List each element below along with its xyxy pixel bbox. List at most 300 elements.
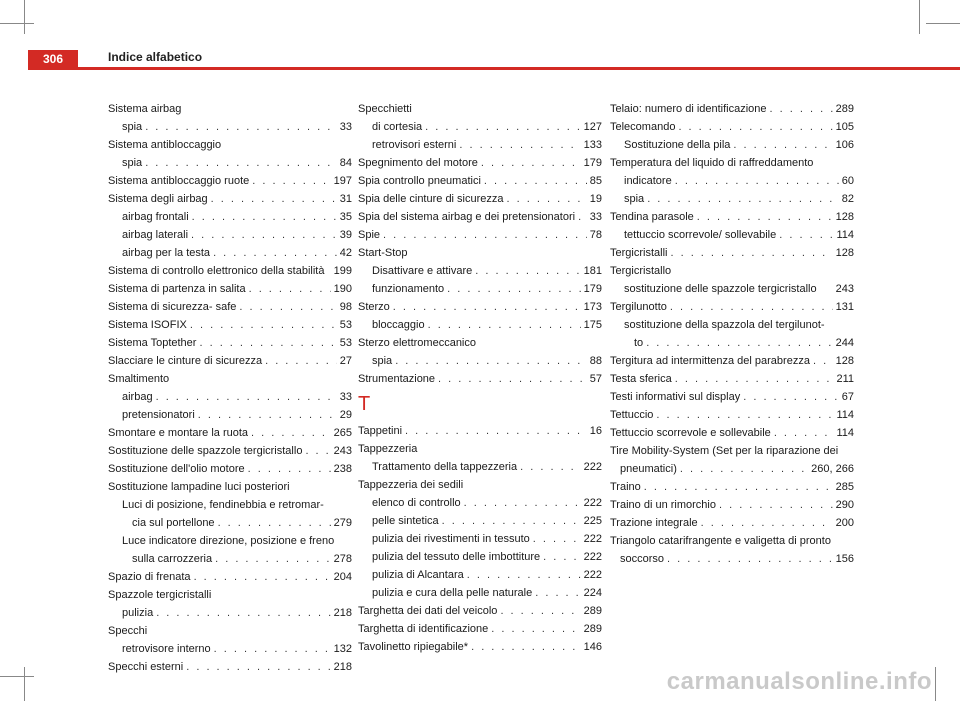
page-reference[interactable]: 133 xyxy=(583,139,602,151)
index-entry-label: Sostituzione delle spazzole tergicristallo xyxy=(108,445,303,457)
index-heading: Smaltimento xyxy=(108,373,170,385)
page-reference[interactable]: 127 xyxy=(583,121,602,133)
dot-leader xyxy=(251,424,331,442)
index-heading: Sistema airbag xyxy=(108,103,182,115)
page-title: Indice alfabetico xyxy=(108,50,203,64)
index-column-3 xyxy=(610,100,854,568)
index-entry-label: Sistema Toptether xyxy=(108,337,197,349)
index-entry[interactable] xyxy=(358,262,602,280)
page-reference[interactable]: 53 xyxy=(339,337,352,349)
index-heading: Start-Stop xyxy=(358,247,408,259)
index-heading: Temperatura del liquido di raffreddamento xyxy=(610,157,814,169)
index-entry[interactable] xyxy=(610,136,854,154)
page-reference[interactable]: 146 xyxy=(583,641,602,653)
dot-leader xyxy=(467,566,581,584)
index-entry[interactable] xyxy=(108,658,352,676)
crop-mark xyxy=(926,23,960,24)
dot-leader xyxy=(211,190,337,208)
dot-leader xyxy=(156,388,337,406)
index-entry-label: pneumatici) xyxy=(620,463,677,475)
index-heading: Tappezzeria dei sedili xyxy=(358,479,464,491)
dot-leader xyxy=(145,118,337,136)
index-entry[interactable] xyxy=(610,424,854,442)
index-entry[interactable] xyxy=(358,298,602,316)
index-entry[interactable] xyxy=(358,566,602,584)
index-entry[interactable] xyxy=(358,530,602,548)
index-entry-label: pulizia del tessuto delle imbottiture xyxy=(372,551,541,563)
index-entry-label: Targhetta di identificazione xyxy=(358,623,489,635)
index-entry[interactable] xyxy=(108,208,352,226)
index-entry-label: Tettuccio scorrevole e sollevabile xyxy=(610,427,771,439)
dot-leader xyxy=(239,298,336,316)
index-entry[interactable] xyxy=(358,226,602,244)
page-reference[interactable]: 78 xyxy=(589,229,602,241)
page-reference[interactable]: 222 xyxy=(583,551,602,563)
dot-leader xyxy=(156,604,330,622)
index-entry[interactable] xyxy=(358,458,602,476)
page-reference[interactable]: 173 xyxy=(583,301,602,313)
dot-leader xyxy=(199,334,336,352)
page-reference[interactable]: 67 xyxy=(841,391,854,403)
index-entry[interactable] xyxy=(108,406,352,424)
index-entry-label: Spazio di frenata xyxy=(108,571,191,583)
index-entry-label: Sistema antibloccaggio ruote xyxy=(108,175,250,187)
dot-leader xyxy=(647,190,839,208)
dot-leader xyxy=(701,514,833,532)
page-reference[interactable]: 289 xyxy=(583,605,602,617)
index-entry-label: airbag frontali xyxy=(122,211,189,223)
index-heading: Luce indicatore direzione, posizione e freno xyxy=(122,535,335,547)
dot-leader xyxy=(733,136,832,154)
dot-leader xyxy=(667,550,833,568)
dot-leader xyxy=(428,316,581,334)
index-entry[interactable] xyxy=(610,478,854,496)
index-entry-label: Tergitura ad intermittenza del parabrezza xyxy=(610,355,810,367)
index-column-1 xyxy=(108,100,352,676)
index-entry[interactable] xyxy=(108,514,352,532)
index-entry[interactable] xyxy=(358,280,602,298)
index-entry[interactable] xyxy=(610,280,854,298)
index-entry-label: Tettuccio xyxy=(610,409,654,421)
page-reference[interactable]: 260, 266 xyxy=(811,463,854,475)
dot-leader xyxy=(675,370,834,388)
index-heading: Sistema antibloccaggio xyxy=(108,139,222,151)
dot-leader xyxy=(425,118,581,136)
index-entry[interactable] xyxy=(108,424,352,442)
index-entry-label: Sistema di controllo elettronico della stabilità xyxy=(108,265,325,277)
page-reference[interactable]: 190 xyxy=(333,283,352,295)
dot-leader xyxy=(213,244,337,262)
index-heading: sostituzione della spazzola del tergilunot- xyxy=(624,319,825,331)
index-entry-label: pretensionatori xyxy=(122,409,195,421)
dot-leader xyxy=(447,280,580,298)
index-entry-label: airbag per la testa xyxy=(122,247,211,259)
index-entry-label: pulizia xyxy=(122,607,154,619)
index-entry-label: Targhetta dei dati del veicolo xyxy=(358,605,498,617)
page-reference[interactable]: 33 xyxy=(589,211,602,223)
dot-leader xyxy=(779,226,833,244)
dot-leader xyxy=(484,172,587,190)
crop-mark xyxy=(0,23,34,24)
dot-leader xyxy=(770,100,833,118)
index-heading: Specchietti xyxy=(358,103,412,115)
index-heading: Luci di posizione, fendinebbia e retromar- xyxy=(122,499,324,511)
page-reference[interactable]: 39 xyxy=(339,229,352,241)
index-entry[interactable] xyxy=(610,334,854,352)
index-entry-label: funzionamento xyxy=(372,283,445,295)
index-entry-label: Sistema di partenza in salita xyxy=(108,283,246,295)
dot-leader xyxy=(395,352,587,370)
dot-leader xyxy=(520,458,581,476)
index-entry-label: pelle sintetica xyxy=(372,515,439,527)
page-reference[interactable]: 27 xyxy=(339,355,352,367)
index-entry-label: spia xyxy=(122,121,143,133)
dot-leader xyxy=(194,568,331,586)
index-entry[interactable] xyxy=(108,280,352,298)
index-entry-label: Spia controllo pneumatici xyxy=(358,175,481,187)
index-entry[interactable] xyxy=(358,208,602,226)
page-reference[interactable]: 243 xyxy=(835,283,854,295)
index-entry[interactable] xyxy=(108,640,352,658)
index-entry-label: sostituzione delle spazzole tergicristallo xyxy=(624,283,817,295)
dot-leader xyxy=(774,424,834,442)
index-entry[interactable] xyxy=(358,620,602,638)
index-entry[interactable] xyxy=(358,352,602,370)
page-reference[interactable]: 199 xyxy=(333,265,352,277)
index-entry-label: Spie xyxy=(358,229,381,241)
index-heading: Sostituzione lampadine luci posteriori xyxy=(108,481,290,493)
index-heading: Tire Mobility-System (Set per la riparazione dei xyxy=(610,445,839,457)
page-reference[interactable]: 85 xyxy=(589,175,602,187)
page-reference[interactable]: 33 xyxy=(339,391,352,403)
index-entry-label: Trattamento della tappezzeria xyxy=(372,461,518,473)
index-entry[interactable] xyxy=(610,388,854,406)
index-entry[interactable] xyxy=(610,244,854,262)
dot-leader xyxy=(675,172,839,190)
dot-leader xyxy=(198,406,337,424)
page-reference[interactable]: 175 xyxy=(583,319,602,331)
index-entry-label: Spia delle cinture di sicurezza xyxy=(358,193,504,205)
index-entry[interactable] xyxy=(358,494,602,512)
page-reference[interactable]: 200 xyxy=(835,517,854,529)
index-entry-label: Telaio: numero di identificazione xyxy=(610,103,767,115)
dot-leader xyxy=(719,496,833,514)
page-reference[interactable]: 31 xyxy=(339,193,352,205)
index-entry-label: Telecomando xyxy=(610,121,676,133)
index-entry[interactable] xyxy=(358,172,602,190)
dot-leader xyxy=(507,190,587,208)
index-entry[interactable] xyxy=(358,154,602,172)
index-entry-label: retrovisori esterni xyxy=(372,139,457,151)
page-reference[interactable]: 218 xyxy=(333,607,352,619)
dot-leader xyxy=(680,460,808,478)
index-entry[interactable] xyxy=(108,118,352,136)
dot-leader xyxy=(438,370,587,388)
index-entry[interactable] xyxy=(610,496,854,514)
page-reference[interactable]: 105 xyxy=(835,121,854,133)
dot-leader xyxy=(646,334,832,352)
index-entry-label: bloccaggio xyxy=(372,319,425,331)
index-entry-label: to xyxy=(634,337,644,349)
dot-leader xyxy=(644,478,833,496)
dot-leader xyxy=(442,512,581,530)
dot-leader xyxy=(670,244,832,262)
page-reference[interactable]: 35 xyxy=(339,211,352,223)
index-entry-label: airbag laterali xyxy=(122,229,189,241)
page-reference[interactable]: 60 xyxy=(841,175,854,187)
index-entry[interactable] xyxy=(108,604,352,622)
index-entry[interactable] xyxy=(108,352,352,370)
index-entry[interactable] xyxy=(108,190,352,208)
page-reference[interactable]: 114 xyxy=(836,427,854,439)
index-entry-label: spia xyxy=(624,193,645,205)
index-entry-label: Traino di un rimorchio xyxy=(610,499,716,511)
page-reference[interactable]: 128 xyxy=(835,355,854,367)
index-heading: Specchi xyxy=(108,625,148,637)
dot-leader xyxy=(813,352,833,370)
dot-leader xyxy=(500,602,580,620)
index-entry-label: Sistema degli airbag xyxy=(108,193,208,205)
index-entry-label: spia xyxy=(372,355,393,367)
page-reference[interactable]: 82 xyxy=(841,193,854,205)
page-reference[interactable]: 265 xyxy=(333,427,352,439)
page-reference[interactable]: 290 xyxy=(835,499,854,511)
index-entry[interactable] xyxy=(108,298,352,316)
crop-mark xyxy=(24,667,25,701)
watermark: carmanualsonline.info xyxy=(666,668,932,695)
index-entry[interactable] xyxy=(610,190,854,208)
page-reference[interactable]: 243 xyxy=(333,445,352,457)
index-entry-label: Tappetini xyxy=(358,425,403,437)
page-reference[interactable]: 106 xyxy=(835,139,854,151)
index-heading: Spazzole tergicristalli xyxy=(108,589,212,601)
dot-leader xyxy=(218,514,331,532)
index-heading: Sterzo elettromeccanico xyxy=(358,337,476,349)
index-entry[interactable] xyxy=(610,298,854,316)
index-entry-label: retrovisore interno xyxy=(122,643,211,655)
page-reference[interactable]: 156 xyxy=(835,553,854,565)
index-entry[interactable] xyxy=(108,154,352,172)
index-entry[interactable] xyxy=(108,388,352,406)
index-heading: Tergicristallo xyxy=(610,265,672,277)
page-reference[interactable]: 29 xyxy=(339,409,352,421)
dot-leader xyxy=(265,352,337,370)
index-entry[interactable] xyxy=(108,226,352,244)
page-reference[interactable]: 128 xyxy=(835,247,854,259)
index-entry-label: Testa sferica xyxy=(610,373,672,385)
index-entry-label: Disattivare e attivare xyxy=(372,265,473,277)
dot-leader xyxy=(305,442,330,460)
page-reference[interactable]: 33 xyxy=(339,121,352,133)
index-entry-label: Trazione integrale xyxy=(610,517,698,529)
dot-leader xyxy=(186,658,330,676)
index-entry-label: Slacciare le cinture di sicurezza xyxy=(108,355,263,367)
index-entry[interactable] xyxy=(610,100,854,118)
index-entry[interactable] xyxy=(610,550,854,568)
index-entry[interactable] xyxy=(358,512,602,530)
index-entry[interactable] xyxy=(358,370,602,388)
page-reference[interactable]: 16 xyxy=(589,425,602,437)
page-reference[interactable]: 218 xyxy=(333,661,352,673)
index-entry[interactable] xyxy=(108,460,352,478)
dot-leader xyxy=(191,226,337,244)
index-entry[interactable] xyxy=(108,568,352,586)
index-entry[interactable] xyxy=(610,370,854,388)
index-entry-label: Traino xyxy=(610,481,641,493)
index-entry[interactable] xyxy=(610,172,854,190)
index-entry[interactable] xyxy=(358,118,602,136)
page-reference[interactable]: 197 xyxy=(333,175,352,187)
index-entry-label: Tergicristalli xyxy=(610,247,668,259)
dot-leader xyxy=(535,584,580,602)
page-reference[interactable]: 289 xyxy=(583,623,602,635)
index-entry-label: elenco di controllo xyxy=(372,497,461,509)
dot-leader xyxy=(491,620,580,638)
page-reference[interactable]: 222 xyxy=(583,533,602,545)
page-reference[interactable]: 128 xyxy=(835,211,854,223)
page-reference[interactable]: 279 xyxy=(333,517,352,529)
index-entry[interactable] xyxy=(358,638,602,656)
page-reference[interactable]: 131 xyxy=(835,301,854,313)
index-entry-label: Smontare e montare la ruota xyxy=(108,427,249,439)
page-reference[interactable]: 285 xyxy=(835,481,854,493)
index-heading: Triangolo catarifrangente e valigetta di pronto xyxy=(610,535,831,547)
dot-leader xyxy=(670,298,833,316)
dot-leader xyxy=(215,550,331,568)
page-reference[interactable]: 179 xyxy=(583,283,602,295)
page-reference[interactable]: 19 xyxy=(589,193,602,205)
index-entry-label: Sistema di sicurezza- safe xyxy=(108,301,237,313)
index-entry[interactable] xyxy=(610,460,854,478)
page-reference[interactable]: 84 xyxy=(339,157,352,169)
dot-leader xyxy=(471,638,581,656)
page-reference[interactable]: 114 xyxy=(836,409,854,421)
crop-mark xyxy=(935,667,936,701)
index-entry[interactable] xyxy=(610,514,854,532)
index-entry[interactable] xyxy=(108,550,352,568)
index-entry[interactable] xyxy=(610,118,854,136)
page-reference[interactable]: 57 xyxy=(589,373,602,385)
index-entry[interactable] xyxy=(358,190,602,208)
dot-leader xyxy=(475,262,580,280)
index-entry-label: Testi informativi sul display xyxy=(610,391,741,403)
index-heading: Tappezzeria xyxy=(358,443,418,455)
page-reference[interactable]: 222 xyxy=(583,461,602,473)
index-entry-label: spia xyxy=(122,157,143,169)
crop-mark xyxy=(919,0,920,34)
page-reference[interactable]: 244 xyxy=(835,337,854,349)
dot-leader xyxy=(678,118,832,136)
index-entry-label: Specchi esterni xyxy=(108,661,184,673)
index-entry[interactable] xyxy=(358,584,602,602)
page-reference[interactable]: 53 xyxy=(339,319,352,331)
page-reference[interactable]: 278 xyxy=(333,553,352,565)
page-reference[interactable]: 238 xyxy=(333,463,352,475)
index-entry[interactable] xyxy=(358,316,602,334)
index-entry[interactable] xyxy=(358,548,602,566)
index-entry[interactable] xyxy=(108,172,352,190)
index-entry-label: airbag xyxy=(122,391,153,403)
index-entry[interactable] xyxy=(108,262,352,280)
page-reference[interactable]: 98 xyxy=(339,301,352,313)
index-entry-label: Tergilunotto xyxy=(610,301,667,313)
page-reference[interactable]: 224 xyxy=(583,587,602,599)
index-entry-label: Sistema ISOFIX xyxy=(108,319,187,331)
page-reference[interactable]: 88 xyxy=(589,355,602,367)
dot-leader xyxy=(383,226,587,244)
index-entry[interactable] xyxy=(108,316,352,334)
header-rule xyxy=(28,67,960,70)
page-number: 306 xyxy=(28,50,78,68)
index-entry-label: Spia del sistema airbag e dei pretensionatori xyxy=(358,211,576,223)
index-entry[interactable] xyxy=(358,602,602,620)
index-entry[interactable] xyxy=(108,244,352,262)
page-reference[interactable]: 222 xyxy=(583,569,602,581)
page-reference[interactable]: 289 xyxy=(835,103,854,115)
index-entry-label: tettuccio scorrevole/ sollevabile xyxy=(624,229,777,241)
index-entry-label: Strumentazione xyxy=(358,373,436,385)
dot-leader xyxy=(249,280,331,298)
index-entry[interactable] xyxy=(610,406,854,424)
dot-leader xyxy=(697,208,833,226)
page-reference[interactable]: 211 xyxy=(836,373,854,385)
index-entry-label: sulla carrozzeria xyxy=(132,553,213,565)
index-column-2 xyxy=(358,100,602,656)
page-reference[interactable]: 225 xyxy=(583,515,602,527)
index-entry[interactable] xyxy=(108,442,352,460)
dot-leader xyxy=(192,208,337,226)
index-entry[interactable] xyxy=(610,208,854,226)
dot-leader xyxy=(405,422,587,440)
dot-leader xyxy=(248,460,331,478)
index-entry-label: cia sul portellone xyxy=(132,517,215,529)
page-reference[interactable]: 132 xyxy=(333,643,352,655)
dot-leader xyxy=(214,640,331,658)
index-entry[interactable] xyxy=(610,352,854,370)
index-entry-label: indicatore xyxy=(624,175,672,187)
index-entry-label: pulizia dei rivestimenti in tessuto xyxy=(372,533,530,545)
index-entry-label: pulizia e cura della pelle naturale xyxy=(372,587,533,599)
crop-mark xyxy=(24,0,25,34)
dot-leader xyxy=(252,172,330,190)
index-entry-label: Tavolinetto ripiegabile* xyxy=(358,641,469,653)
page-reference[interactable]: 42 xyxy=(339,247,352,259)
index-entry-label: di cortesia xyxy=(372,121,423,133)
page-reference[interactable]: 204 xyxy=(333,571,352,583)
page-reference[interactable]: 179 xyxy=(583,157,602,169)
index-entry-label: soccorso xyxy=(620,553,665,565)
dot-leader xyxy=(543,548,580,566)
page-reference[interactable]: 114 xyxy=(836,229,854,241)
page-reference[interactable]: 222 xyxy=(583,497,602,509)
index-entry[interactable] xyxy=(108,334,352,352)
dot-leader xyxy=(190,316,337,334)
index-entry[interactable] xyxy=(610,226,854,244)
dot-leader xyxy=(145,154,337,172)
index-entry[interactable] xyxy=(358,136,602,154)
dot-leader xyxy=(578,208,587,226)
dot-leader xyxy=(481,154,581,172)
dot-leader xyxy=(464,494,581,512)
dot-leader xyxy=(656,406,833,424)
index-entry-label: pulizia di Alcantara xyxy=(372,569,464,581)
page-reference[interactable]: 181 xyxy=(583,265,602,277)
dot-leader xyxy=(533,530,581,548)
index-entry-label: Sterzo xyxy=(358,301,390,313)
index-entry[interactable] xyxy=(358,422,602,440)
index-entry-label: Tendina parasole xyxy=(610,211,694,223)
dot-leader xyxy=(743,388,839,406)
